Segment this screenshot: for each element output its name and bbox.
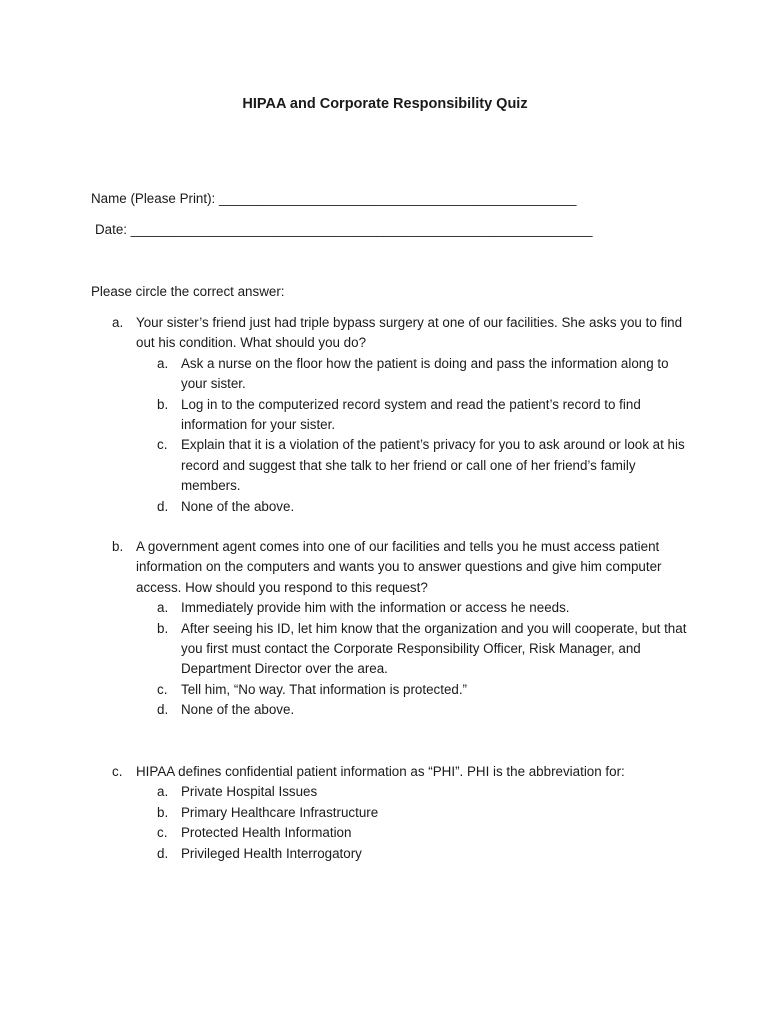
option-letter: c. [157,437,168,453]
answer-option[interactable] [157,782,692,802]
date-field-line: Date: ______________________________________________________________ [95,222,593,237]
option-text: Explain that it is a violation of the patient’s privacy for you to ask around or look at his record and suggest that she talk to her friend or call one of her friend’s family members. [181,437,685,494]
option-letter: d. [157,702,169,718]
answer-option[interactable] [157,619,692,680]
option-letter: b. [157,804,169,820]
option-letter: a. [157,784,169,800]
page-title: HIPAA and Corporate Responsibility Quiz [242,96,528,112]
answer-option[interactable] [157,823,692,843]
answer-option[interactable] [157,803,692,823]
answer-option[interactable] [157,497,692,517]
option-letter: a. [157,355,169,371]
option-text: Private Hospital Issues [181,784,318,800]
option-letter: d. [157,498,169,514]
answer-options [157,782,692,864]
option-text: Protected Health Information [181,825,352,841]
option-text: Log in to the computerized record system and read the patient’s record to find information for your sister. [181,396,641,433]
question-text: HIPAA defines confidential patient information as “PHI”. PHI is the abbreviation for: [136,764,625,779]
question-c [112,762,692,864]
answer-options [157,354,692,517]
option-letter: b. [157,620,169,636]
option-text: None of the above. [181,498,295,514]
option-letter: c. [157,681,168,697]
answer-option[interactable] [157,354,692,395]
option-text: After seeing his ID, let him know that the organization and you will cooperate, but that you first must contact the Corporate Responsibility Officer, Risk Manager, and Department Director over the area. [181,620,687,677]
question-b [112,537,692,721]
option-letter: a. [157,600,169,616]
option-text: Immediately provide him with the information or access he needs. [181,600,570,616]
question-text: A government agent comes into one of our facilities and tells you he must access patient information on the computers and wants you to answer questions and give him computer access. How should you respond to this request? [136,539,662,595]
option-letter: c. [157,825,168,841]
option-text: None of the above. [181,702,295,718]
question-letter: a. [112,315,124,330]
instructions-text: Please circle the correct answer: [91,284,285,299]
answer-option[interactable] [157,680,692,700]
option-letter: b. [157,396,169,412]
question-letter: b. [112,539,124,554]
answer-option[interactable] [157,844,692,864]
answer-option[interactable] [157,435,692,496]
option-letter: d. [157,845,169,861]
answer-option[interactable] [157,598,692,618]
option-text: Primary Healthcare Infrastructure [181,804,379,820]
option-text: Tell him, “No way. That information is protected.” [181,681,468,697]
option-text: Ask a nurse on the floor how the patient is doing and pass the information along to your sister. [181,355,669,392]
answer-options [157,598,692,720]
option-text: Privileged Health Interrogatory [181,845,362,861]
question-text: Your sister’s friend just had triple bypass surgery at one of our facilities. She asks you to find out his condition. What should you do? [136,315,683,351]
answer-option[interactable] [157,395,692,436]
name-field-line: Name (Please Print): ________________________________________________ [91,191,577,206]
answer-option[interactable] [157,700,692,720]
question-letter: c. [112,764,123,779]
question-a [112,313,692,517]
